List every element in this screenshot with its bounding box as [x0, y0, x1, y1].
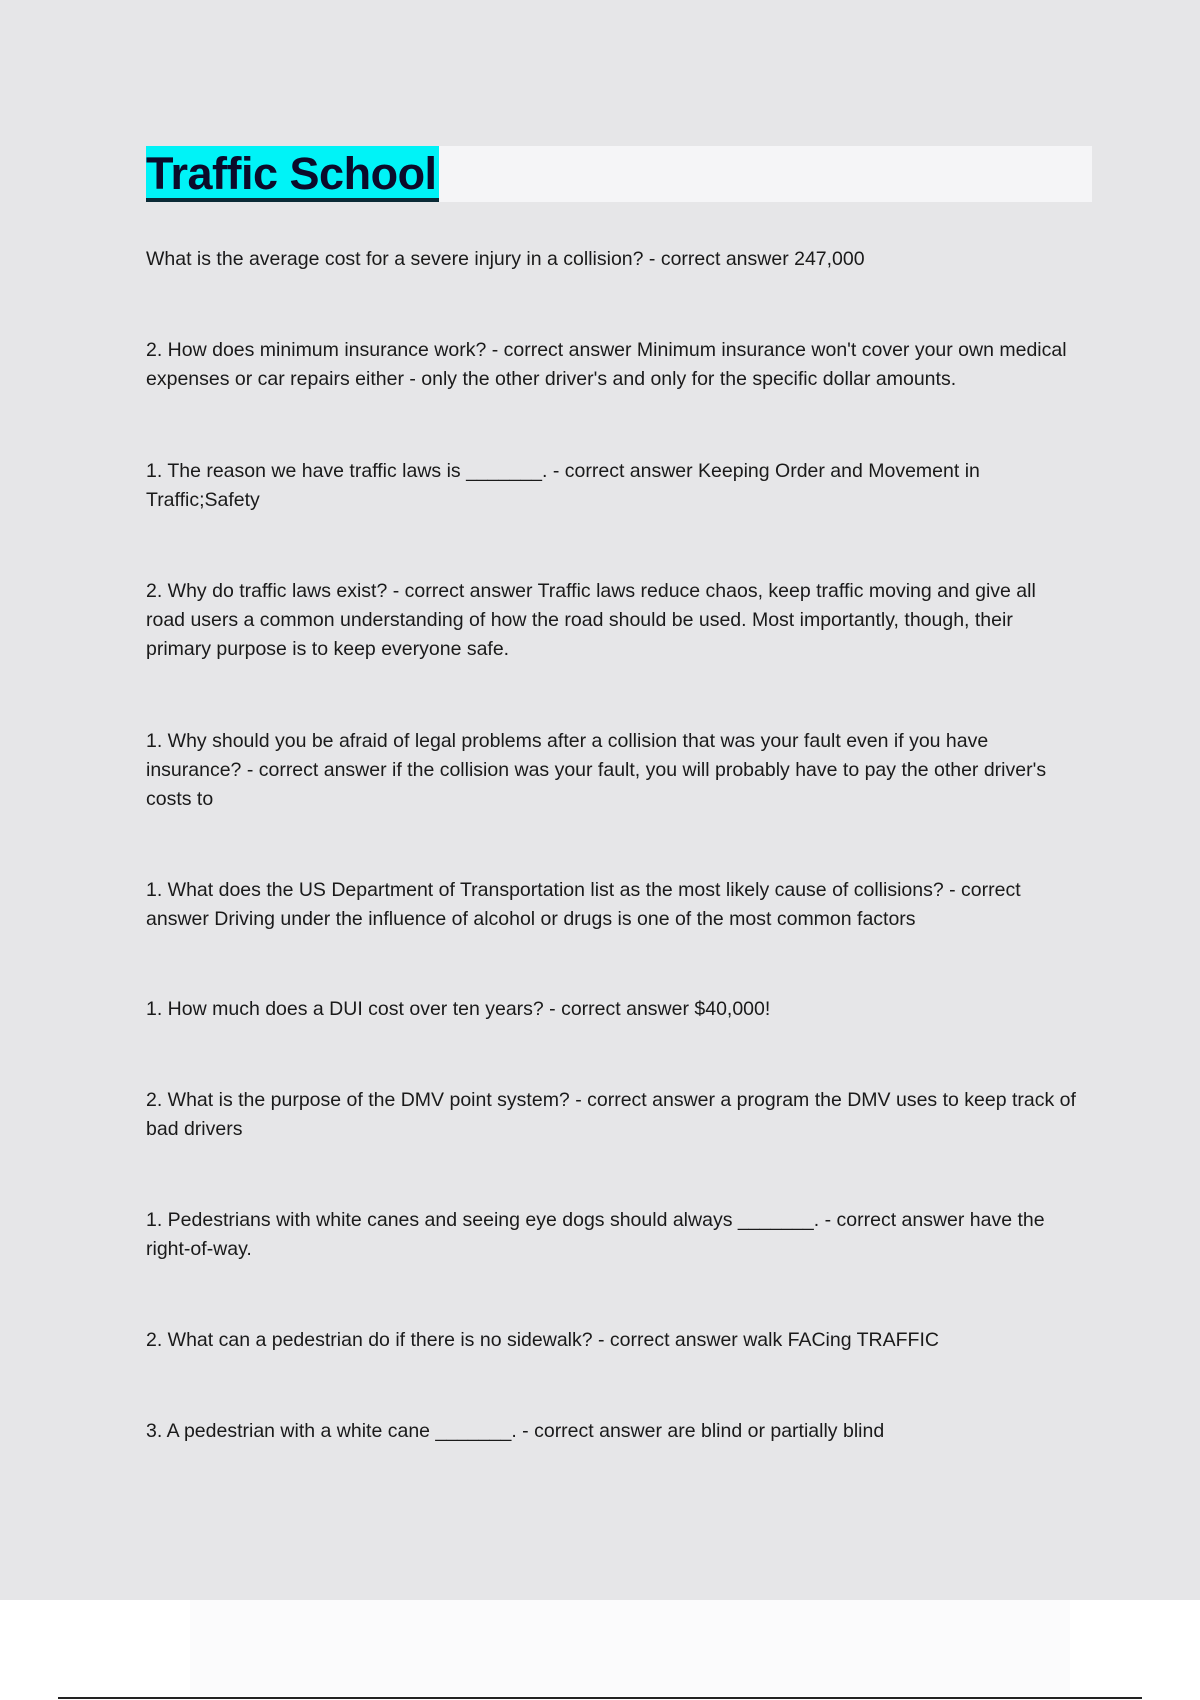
qa-item: 1. What does the US Department of Transportation list as the most likely cause of collisions? - correct answer Driving under the influence of alcohol or drugs is one of the most common factors: [146, 879, 1021, 930]
qa-item: 3. A pedestrian with a white cane _______. - correct answer are blind or partially blind: [146, 1420, 885, 1442]
qa-item: 2. Why do traffic laws exist? - correct answer Traffic laws reduce chaos, keep traffic moving and give all road users a common understanding of how the road should be used. Most importantly, though, their primary purpose is to keep everyone safe.: [146, 580, 1036, 660]
qa-item: 2. What is the purpose of the DMV point system? - correct answer a program the DMV uses to keep track of bad drivers: [146, 1089, 1076, 1140]
qa-item: 1. The reason we have traffic laws is _______. - correct answer Keeping Order and Movement in Traffic;Safety: [146, 460, 980, 511]
footer-panel: [190, 1600, 1070, 1696]
qa-item: 1. Why should you be afraid of legal problems after a collision that was your fault even if you have insurance? - correct answer if the collision was your fault, you will probably have to pay the other driver's costs to: [146, 730, 1047, 810]
qa-item: 2. How does minimum insurance work? - correct answer Minimum insurance won't cover your own medical expenses or car repairs either - only the other driver's and only for the specific dollar amounts.: [146, 339, 1067, 390]
qa-item: What is the average cost for a severe injury in a collision? - correct answer 247,000: [146, 248, 865, 270]
qa-item: 1. Pedestrians with white canes and seeing eye dogs should always _______. - correct answer have the right-of-way.: [146, 1209, 1045, 1260]
page-title: Traffic School: [146, 146, 439, 202]
footer-rule: [58, 1697, 1142, 1699]
qa-item: 2. What can a pedestrian do if there is no sidewalk? - correct answer walk FACing TRAFFIC: [146, 1329, 939, 1351]
qa-item: 1. How much does a DUI cost over ten years? - correct answer $40,000!: [146, 998, 771, 1020]
